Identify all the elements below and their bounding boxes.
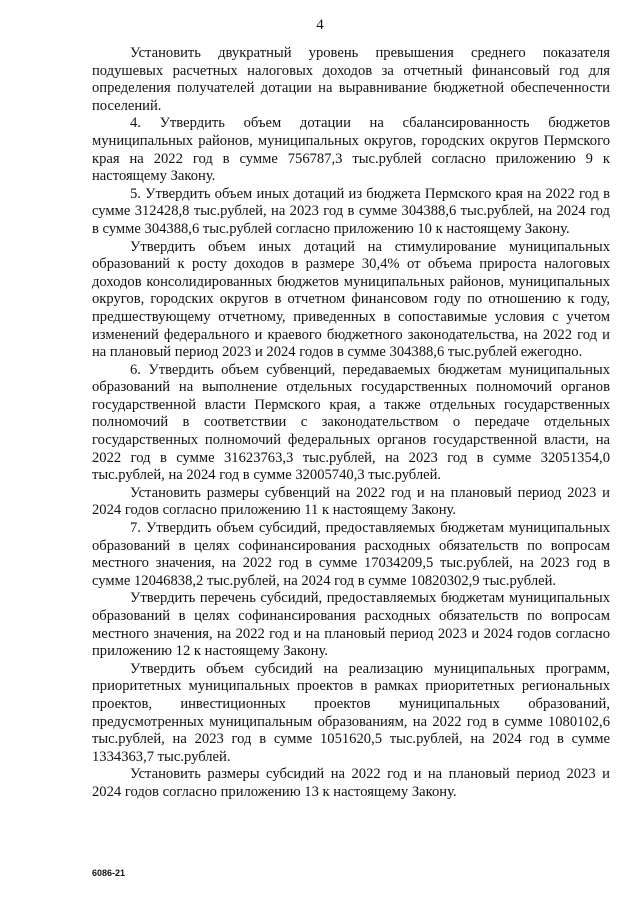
paragraph-item-7-subsidies: 7. Утвердить объем субсидий, предоставляемых бюджетам муниципальных образований в целях софинансирования расходных обязательств по вопросам местного значения, на 2022 год в сумме 17034209,5 тыс.рублей, на 2023 год в сумме 12046838,2 тыс.рублей, на 2024 год в сумме 10820302,9 тыс.рублей. — [92, 520, 610, 589]
paragraph-subventions-appendix: Установить размеры субвенций на 2022 год и на плановый период 2023 и 2024 годов согласно приложению 11 к настоящему Закону. — [92, 484, 610, 519]
page-number: 4 — [316, 17, 324, 33]
paragraph-municipal-programs-subsidies: Утвердить объем субсидий на реализацию муниципальных программ, приоритетных муниципальных проектов в рамках приоритетных региональных проектов, инвестиционных проектов муниципальных образований, предусмотренных муниципальным образованиям, на 2022 год в сумме 1080102,6 тыс.рублей, на 2023 год в сумме 1051620,5 тыс.рублей, на 2024 год в сумме 1334363,7 тыс.рублей. — [92, 660, 610, 765]
paragraph-income-growth-subsidies: Утвердить объем иных дотаций на стимулирование муниципальных образований к росту доходов в размере 30,4% от объема прироста налоговых доходов консолидированных бюджетов муниципальных районов, муниципальных округов, городских округов в отчетном финансовом году по отношению к году, предшествующему отчетному, приведенных в сопоставимые условия с учетом изменений федерального и краевого бюджетного законодательства, на 2022 год и на плановый период 2023 и 2024 годов в сумме 304388,6 тыс.рублей ежегодно. — [92, 238, 610, 361]
paragraph-item-6-subventions: 6. Утвердить объем субвенций, передаваемых бюджетам муниципальных образований на выполнение отдельных государственных полномочий органов государственной власти Пермского края, а также отдельных государственных полномочий в соответствии с законодательством о передаче отдельных государственных полномочий федеральных органов государственной власти, на 2022 год в сумме 31623763,3 тыс.рублей, на 2023 год в сумме 32051354,0 тыс.рублей, на 2024 год в сумме 32005740,3 тыс.рублей. — [92, 361, 610, 484]
paragraph-poverty-threshold: Установить двукратный уровень превышения среднего показателя подушевых расчетных налоговых доходов за отчетный финансовый год для определения получателей дотации на выравнивание бюджетной обеспеченности поселений. — [92, 45, 610, 114]
paragraph-item-4-balance-subsidy: 4. Утвердить объем дотации на сбалансированность бюджетов муниципальных районов, муниципальных округов, городских округов Пермского края на 2022 год в сумме 756787,3 тыс.рублей согласно приложению 9 к настоящему Закону. — [92, 115, 610, 185]
document-body — [92, 45, 610, 802]
document-code: 6086-21 — [92, 868, 126, 878]
paragraph-subsidies-list: Утвердить перечень субсидий, предоставляемых бюджетам муниципальных образований в целях софинансирования расходных обязательств по вопросам местного значения, на 2022 год и на плановый период 2023 и 2024 годов согласно приложению 12 к настоящему Закону. — [92, 590, 610, 660]
paragraph-subsidies-appendix: Установить размеры субсидий на 2022 год и на плановый период 2023 и 2024 годов согласно приложению 13 к настоящему Закону. — [92, 766, 610, 800]
paragraph-item-5-other-subsidies: 5. Утвердить объем иных дотаций из бюджета Пермского края на 2022 год в сумме 312428,8 тыс.рублей, на 2023 год в сумме 304388,6 тыс.рублей, на 2024 год в сумме 304388,6 тыс.рублей согласно приложению 10 к настоящему Закону. — [92, 185, 610, 237]
